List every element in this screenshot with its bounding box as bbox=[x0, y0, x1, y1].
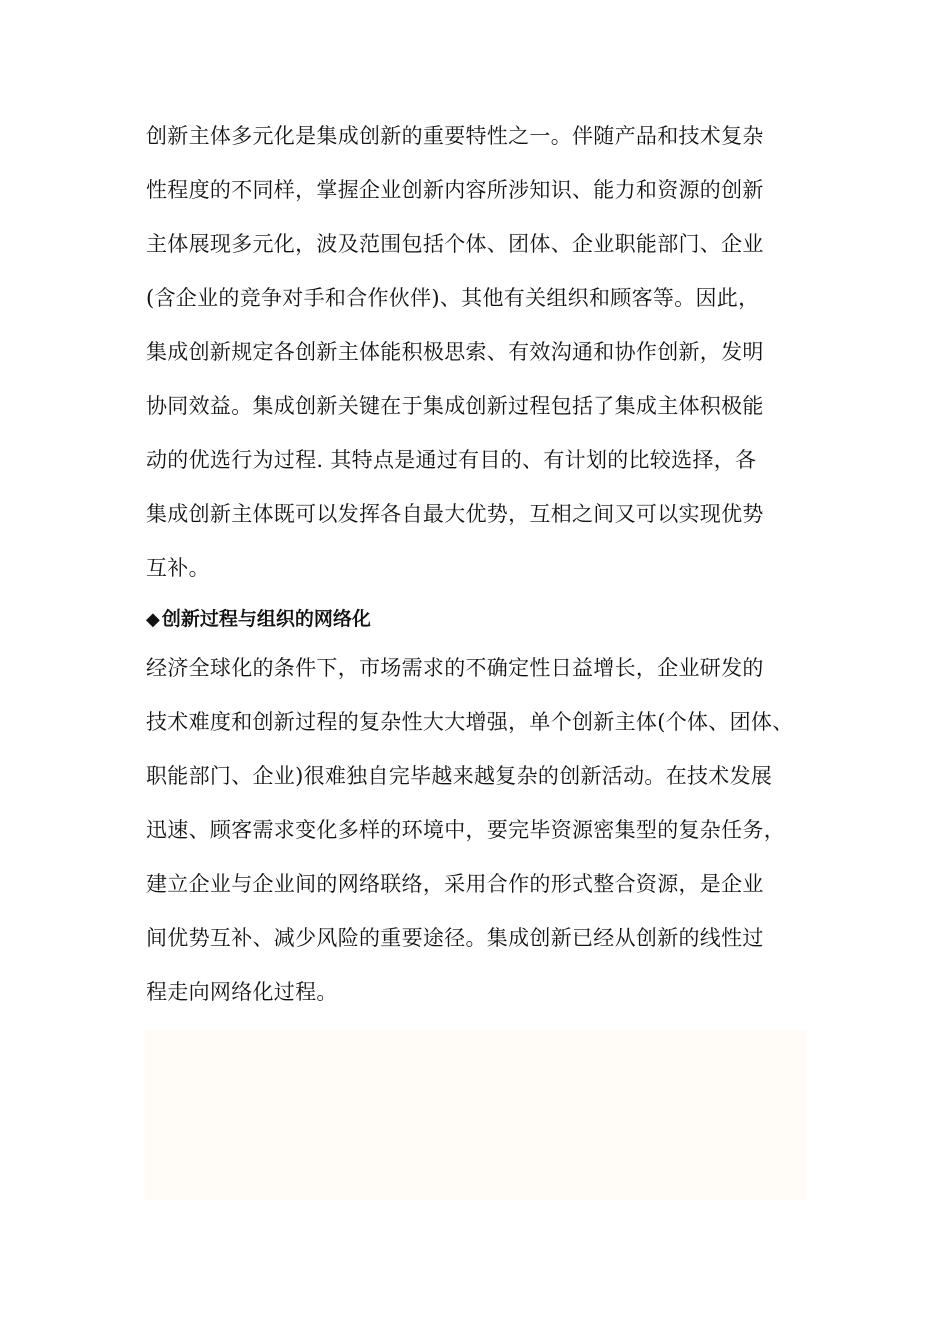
text-line: 集成创新规定各创新主体能积极思索、有效沟通和协作创新，发明 bbox=[146, 340, 764, 364]
text-line: 性程度的不同样，掌握企业创新内容所涉知识、能力和资源的创新 bbox=[146, 178, 764, 202]
text-line: 主体展现多元化，波及范围包括个体、团体、企业职能部门、企业 bbox=[146, 232, 764, 256]
paragraph-networked-innovation bbox=[146, 641, 846, 1019]
text-line: 迅速、顾客需求变化多样的环境中，要完毕资源密集型的复杂任务， bbox=[146, 818, 785, 842]
section-heading bbox=[146, 592, 371, 646]
diamond-bullet-icon: ◆ bbox=[146, 609, 160, 630]
section-heading-text: 创新过程与组织的网络化 bbox=[161, 608, 371, 630]
text-line: 经济全球化的条件下，市场需求的不确定性日益增长，企业研发的 bbox=[146, 656, 764, 680]
text-line: 协同效益。集成创新关键在于集成创新过程包括了集成主体积极能 bbox=[146, 394, 764, 418]
text-line: (含企业的竞争对手和合作伙伴)、其他有关组织和顾客等。因此， bbox=[146, 286, 760, 310]
text-line: 建立企业与企业间的网络联络，采用合作的形式整合资源，是企业 bbox=[146, 872, 764, 896]
text-line: 集成创新主体既可以发挥各自最大优势，互相之间又可以实现优势 bbox=[146, 502, 764, 526]
image-placeholder bbox=[145, 1030, 807, 1200]
text-line: 间优势互补、减少风险的重要途径。集成创新已经从创新的线性过 bbox=[146, 926, 764, 950]
text-line: 创新主体多元化是集成创新的重要特性之一。伴随产品和技术复杂 bbox=[146, 124, 764, 148]
text-line: 技术难度和创新过程的复杂性大大增强，单个创新主体(个体、团体、 bbox=[146, 710, 794, 734]
paragraph-integration-subjects bbox=[146, 109, 846, 595]
text-line: 职能部门、企业)很难独自完毕越来越复杂的创新活动。在技术发展 bbox=[146, 764, 773, 788]
text-line: 程走向网络化过程。 bbox=[146, 980, 338, 1004]
text-line: 互补。 bbox=[146, 556, 210, 580]
text-line: 动的优选行为过程. 其特点是通过有目的、有计划的比较选择，各 bbox=[146, 448, 757, 472]
